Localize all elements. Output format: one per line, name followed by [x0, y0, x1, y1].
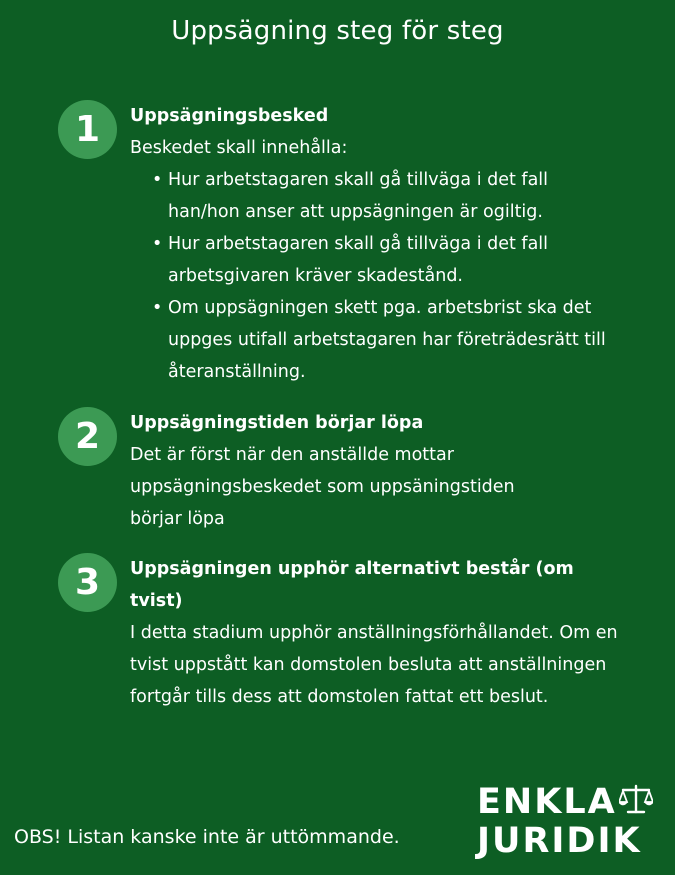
- list-item: • Hur arbetstagaren skall gå tillväga i det fall han/hon anser att uppsägningen är ogiltig.: [152, 164, 620, 228]
- footnote: OBS! Listan kanske inte är uttömmande.: [14, 826, 400, 848]
- list-item: • Om uppsägningen skett pga. arbetsbrist ska det uppges utifall arbetstagaren har företrädesrätt till återanställning.: [152, 292, 620, 388]
- step-heading: Uppsägningstiden börjar löpa: [130, 413, 424, 433]
- step-heading: Uppsägningen upphör alternativt består (om tvist): [130, 559, 574, 611]
- step-intro: Beskedet skall innehålla:: [130, 138, 348, 158]
- step-number-badge: 2: [58, 407, 117, 466]
- step-body: [130, 553, 620, 713]
- step-text: Det är först när den anställde mottar uppsägningsbeskedet som uppsäningstiden börjar löpa: [130, 445, 515, 529]
- step-body: [130, 407, 530, 535]
- bullet-list: [130, 164, 620, 388]
- step-text: I detta stadium upphör anställningsförhållandet. Om en tvist uppstått kan domstolen besluta att anställningen fortgår tills dess att domstolen fattat ett beslut.: [130, 623, 618, 707]
- logo-line-1: ENKLA: [477, 782, 617, 822]
- step-body: [130, 100, 620, 388]
- step-number-badge: 1: [58, 100, 117, 159]
- scale-icon: [619, 783, 653, 823]
- logo: [477, 783, 657, 860]
- step-heading: Uppsägningsbesked: [130, 106, 329, 126]
- logo-line-2: JURIDIK: [477, 821, 642, 861]
- list-item: • Hur arbetstagaren skall gå tillväga i det fall arbetsgivaren kräver skadestånd.: [152, 228, 620, 292]
- step-number-badge: 3: [58, 553, 117, 612]
- page-title: Uppsägning steg för steg: [171, 16, 504, 46]
